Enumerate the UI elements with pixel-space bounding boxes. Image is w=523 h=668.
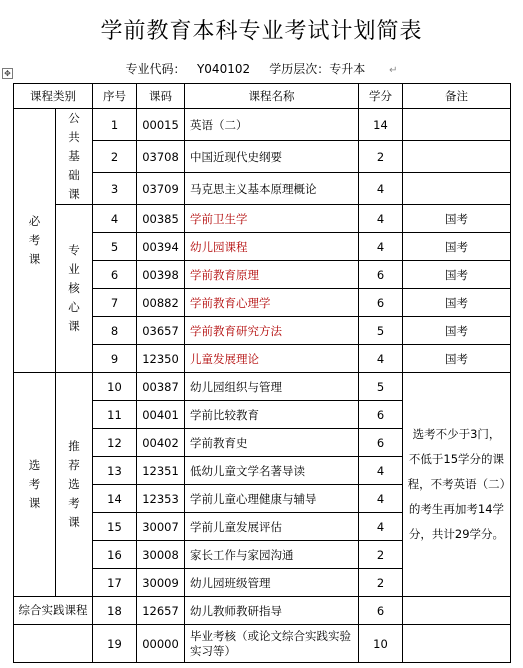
course-credit: 4 bbox=[359, 205, 403, 233]
course-name: 学前教育心理学 bbox=[185, 289, 359, 317]
course-credit: 6 bbox=[359, 289, 403, 317]
course-name: 学前教育原理 bbox=[185, 261, 359, 289]
course-number: 4 bbox=[93, 205, 137, 233]
course-code: 00385 bbox=[137, 205, 185, 233]
subgroup-recommended: 推荐选考课 bbox=[56, 373, 93, 597]
header-code: 课码 bbox=[137, 84, 185, 109]
table-move-handle-icon[interactable]: ✥ bbox=[2, 68, 13, 79]
course-note bbox=[403, 625, 511, 663]
course-credit: 4 bbox=[359, 345, 403, 373]
course-number: 17 bbox=[93, 569, 137, 597]
paragraph-mark-icon: ↵ bbox=[389, 65, 398, 76]
course-number: 19 bbox=[93, 625, 137, 663]
course-note: 国考 bbox=[403, 261, 511, 289]
course-number: 10 bbox=[93, 373, 137, 401]
course-name: 学前比较教育 bbox=[185, 401, 359, 429]
course-note: 国考 bbox=[403, 205, 511, 233]
course-number: 3 bbox=[93, 173, 137, 205]
course-number: 5 bbox=[93, 233, 137, 261]
empty-category-cell bbox=[14, 625, 93, 663]
course-name: 幼儿园组织与管理 bbox=[185, 373, 359, 401]
course-note: 国考 bbox=[403, 345, 511, 373]
course-credit: 4 bbox=[359, 513, 403, 541]
course-code: 12353 bbox=[137, 485, 185, 513]
course-number: 16 bbox=[93, 541, 137, 569]
course-note bbox=[403, 597, 511, 625]
course-credit: 10 bbox=[359, 625, 403, 663]
course-code: 12351 bbox=[137, 457, 185, 485]
course-note bbox=[403, 173, 511, 205]
course-code: 12350 bbox=[137, 345, 185, 373]
header-number: 序号 bbox=[93, 84, 137, 109]
course-number: 18 bbox=[93, 597, 137, 625]
table-row bbox=[14, 205, 511, 233]
course-number: 13 bbox=[93, 457, 137, 485]
course-name: 学前儿童心理健康与辅导 bbox=[185, 485, 359, 513]
course-note: 国考 bbox=[403, 289, 511, 317]
course-name: 毕业考核（或论文综合实践实验实习等） bbox=[185, 625, 359, 663]
course-code: 00000 bbox=[137, 625, 185, 663]
header-credit: 学分 bbox=[359, 84, 403, 109]
course-name: 学前教育史 bbox=[185, 429, 359, 457]
course-number: 8 bbox=[93, 317, 137, 345]
subgroup-major-core: 专业核心课 bbox=[56, 205, 93, 373]
table-row bbox=[14, 597, 511, 625]
course-code: 30007 bbox=[137, 513, 185, 541]
course-number: 6 bbox=[93, 261, 137, 289]
course-code: 12657 bbox=[137, 597, 185, 625]
course-number: 11 bbox=[93, 401, 137, 429]
group-elective: 选考课 bbox=[14, 373, 56, 597]
course-code: 30009 bbox=[137, 569, 185, 597]
course-credit: 2 bbox=[359, 141, 403, 173]
course-number: 7 bbox=[93, 289, 137, 317]
subgroup-public-basic: 公共基础课 bbox=[56, 109, 93, 205]
course-code: 00394 bbox=[137, 233, 185, 261]
elective-note: 选考不少于3门，不低于15学分的课程，不考英语（二）的考生再加考14学分，共计29学分。 bbox=[403, 373, 511, 597]
major-code-value: Y040102 bbox=[196, 62, 251, 76]
table-row bbox=[14, 109, 511, 141]
course-name: 中国近现代史纲要 bbox=[185, 141, 359, 173]
course-number: 1 bbox=[93, 109, 137, 141]
course-code: 00882 bbox=[137, 289, 185, 317]
course-note: 国考 bbox=[403, 317, 511, 345]
course-number: 12 bbox=[93, 429, 137, 457]
course-code: 03708 bbox=[137, 141, 185, 173]
course-credit: 6 bbox=[359, 597, 403, 625]
course-name: 家长工作与家园沟通 bbox=[185, 541, 359, 569]
group-required: 必考课 bbox=[14, 109, 56, 373]
course-name: 幼儿教师教研指导 bbox=[185, 597, 359, 625]
course-credit: 5 bbox=[359, 373, 403, 401]
course-code: 03709 bbox=[137, 173, 185, 205]
header-row bbox=[14, 84, 511, 109]
course-number: 9 bbox=[93, 345, 137, 373]
course-credit: 4 bbox=[359, 233, 403, 261]
course-name: 英语（二） bbox=[185, 109, 359, 141]
header-category: 课程类别 bbox=[14, 84, 93, 109]
major-code-label: 专业代码： bbox=[125, 62, 186, 76]
course-number: 14 bbox=[93, 485, 137, 513]
course-code: 00387 bbox=[137, 373, 185, 401]
course-credit: 4 bbox=[359, 173, 403, 205]
course-credit: 5 bbox=[359, 317, 403, 345]
course-name: 马克思主义基本原理概论 bbox=[185, 173, 359, 205]
education-level-value: 专升本 bbox=[329, 62, 366, 76]
exam-plan-table bbox=[13, 83, 511, 663]
course-number: 2 bbox=[93, 141, 137, 173]
course-code: 30008 bbox=[137, 541, 185, 569]
course-credit: 6 bbox=[359, 401, 403, 429]
course-name: 幼儿园课程 bbox=[185, 233, 359, 261]
course-credit: 4 bbox=[359, 485, 403, 513]
table-row bbox=[14, 373, 511, 401]
group-practice: 综合实践课程 bbox=[14, 597, 93, 625]
course-code: 00015 bbox=[137, 109, 185, 141]
course-code: 03657 bbox=[137, 317, 185, 345]
course-credit: 6 bbox=[359, 261, 403, 289]
plan-meta bbox=[0, 60, 523, 77]
page-title: 学前教育本科专业考试计划简表 bbox=[100, 19, 423, 44]
education-level-label: 学历层次： bbox=[269, 62, 330, 76]
course-credit: 2 bbox=[359, 541, 403, 569]
course-code: 00398 bbox=[137, 261, 185, 289]
course-note bbox=[403, 109, 511, 141]
course-code: 00402 bbox=[137, 429, 185, 457]
course-code: 00401 bbox=[137, 401, 185, 429]
course-name: 学前教育研究方法 bbox=[185, 317, 359, 345]
header-note: 备注 bbox=[403, 84, 511, 109]
course-credit: 6 bbox=[359, 429, 403, 457]
course-credit: 14 bbox=[359, 109, 403, 141]
course-note bbox=[403, 141, 511, 173]
course-name: 幼儿园班级管理 bbox=[185, 569, 359, 597]
course-note: 国考 bbox=[403, 233, 511, 261]
course-credit: 4 bbox=[359, 457, 403, 485]
header-course-name: 课程名称 bbox=[185, 84, 359, 109]
course-number: 15 bbox=[93, 513, 137, 541]
course-name: 儿童发展理论 bbox=[185, 345, 359, 373]
course-name: 低幼儿童文学名著导读 bbox=[185, 457, 359, 485]
course-credit: 2 bbox=[359, 569, 403, 597]
course-name: 学前卫生学 bbox=[185, 205, 359, 233]
course-name: 学前儿童发展评估 bbox=[185, 513, 359, 541]
table-row bbox=[14, 625, 511, 663]
